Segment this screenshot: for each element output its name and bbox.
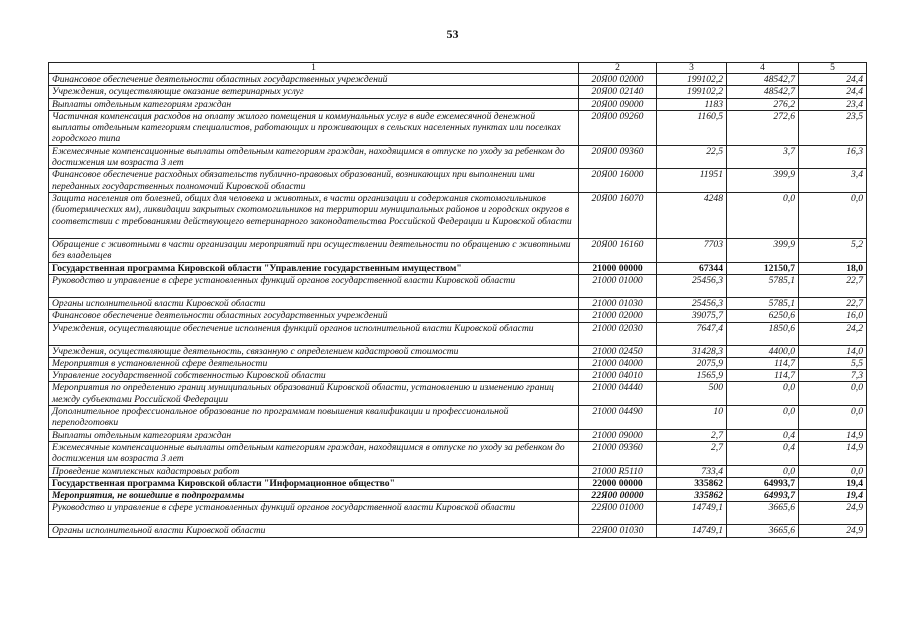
table-row (49, 441, 867, 465)
row-plan-value: 733,4 (657, 465, 727, 477)
row-actual-value: 272,6 (727, 110, 799, 145)
row-actual-value: 399,9 (727, 169, 799, 193)
table-row (49, 477, 867, 489)
row-plan-value: 1183 (657, 98, 727, 110)
row-actual-value: 64993,7 (727, 477, 799, 489)
row-name: Учреждения, осуществляющие оказание ветеринарных услуг (49, 86, 579, 98)
row-percent-value: 23,4 (799, 98, 867, 110)
row-actual-value: 6250,6 (727, 310, 799, 322)
row-actual-value: 0,4 (727, 441, 799, 465)
row-percent-value: 14,0 (799, 345, 867, 357)
table-row (49, 345, 867, 357)
table-row (49, 110, 867, 145)
row-actual-value: 64993,7 (727, 490, 799, 502)
row-percent-value: 24,9 (799, 525, 867, 537)
table-row (49, 490, 867, 502)
table-row (49, 297, 867, 309)
row-plan-value: 10 (657, 406, 727, 430)
row-plan-value: 2075,9 (657, 357, 727, 369)
row-actual-value: 12150,7 (727, 262, 799, 274)
table-row (49, 274, 867, 297)
row-code: 20Я00 02000 (579, 74, 657, 86)
row-percent-value: 18,0 (799, 262, 867, 274)
row-code: 21000 09000 (579, 429, 657, 441)
row-actual-value: 0,0 (727, 382, 799, 406)
row-name: Мероприятия по определению границ муниципальных образований Кировской области, установлению и изменению границ между субъектами Российской Федерации (49, 382, 579, 406)
row-actual-value: 114,7 (727, 370, 799, 382)
row-code: 21000 01000 (579, 274, 657, 297)
row-actual-value: 1850,6 (727, 322, 799, 345)
row-name: Защита населения от болезней, общих для человека и животных, в части организации и содержания скотомогильников (биотермических ям), ликвидации закрытых скотомогильников на территории муниципальных районов и городских округов в соответствии с требованиями действующего ветеринарного законодательства Российской Федерации и Кировской области (49, 193, 579, 239)
table-row (49, 310, 867, 322)
row-plan-value: 199102,2 (657, 86, 727, 98)
row-code: 20Я00 16160 (579, 239, 657, 263)
table-row (49, 98, 867, 110)
table-row (49, 525, 867, 537)
row-plan-value: 7703 (657, 239, 727, 263)
row-plan-value: 2,7 (657, 429, 727, 441)
row-name: Финансовое обеспечение деятельности областных государственных учреждений (49, 74, 579, 86)
row-plan-value: 31428,3 (657, 345, 727, 357)
row-name: Ежемесячные компенсационные выплаты отдельным категориям граждан, находящимся в отпуске по уходу за ребенком до достижения им возраста 3 лет (49, 145, 579, 169)
row-name: Мероприятия, не вошедшие в подпрограммы (49, 490, 579, 502)
row-actual-value: 4400,0 (727, 345, 799, 357)
table-header-row (49, 63, 867, 74)
table-row (49, 145, 867, 169)
row-percent-value: 22,7 (799, 274, 867, 297)
row-plan-value: 335862 (657, 477, 727, 489)
page-number: 53 (446, 27, 459, 41)
row-percent-value: 24,4 (799, 86, 867, 98)
column-header-2: 2 (579, 63, 657, 74)
row-code: 20Я00 09260 (579, 110, 657, 145)
row-code: 20Я00 16000 (579, 169, 657, 193)
row-actual-value: 0,0 (727, 465, 799, 477)
row-percent-value: 0,0 (799, 382, 867, 406)
row-percent-value: 19,4 (799, 477, 867, 489)
row-percent-value: 5,5 (799, 357, 867, 369)
row-actual-value: 0,0 (727, 406, 799, 430)
row-actual-value: 114,7 (727, 357, 799, 369)
row-percent-value: 22,7 (799, 297, 867, 309)
row-actual-value: 48542,7 (727, 74, 799, 86)
row-percent-value: 3,4 (799, 169, 867, 193)
row-code: 22Я00 01000 (579, 502, 657, 525)
row-percent-value: 19,4 (799, 490, 867, 502)
row-percent-value: 0,0 (799, 406, 867, 430)
row-name: Частичная компенсация расходов на оплату жилого помещения и коммунальных услуг в виде ежемесячной денежной выплаты отдельным категориям специалистов, работающих и проживающих в сельских населенных пунктах или поселках городского типа (49, 110, 579, 145)
row-percent-value: 14,9 (799, 441, 867, 465)
row-code: 21000 02450 (579, 345, 657, 357)
row-name: Обращение с животными в части организации мероприятий при осуществлении деятельности по обращению с животными без владельцев (49, 239, 579, 263)
table-row (49, 193, 867, 239)
row-name: Учреждения, осуществляющие деятельность, связанную с определением кадастровой стоимости (49, 345, 579, 357)
row-code: 20Я00 09360 (579, 145, 657, 169)
row-actual-value: 276,2 (727, 98, 799, 110)
row-code: 21000 R5110 (579, 465, 657, 477)
row-plan-value: 1160,5 (657, 110, 727, 145)
row-plan-value: 199102,2 (657, 74, 727, 86)
table-row (49, 322, 867, 345)
column-header-3: 3 (657, 63, 727, 74)
row-name: Государственная программа Кировской области "Управление государственным имуществом" (49, 262, 579, 274)
row-actual-value: 3665,6 (727, 525, 799, 537)
row-code: 21000 09360 (579, 441, 657, 465)
table-row (49, 239, 867, 263)
row-plan-value: 500 (657, 382, 727, 406)
row-code: 22Я00 00000 (579, 490, 657, 502)
row-name: Выплаты отдельным категориям граждан (49, 429, 579, 441)
row-percent-value: 14,9 (799, 429, 867, 441)
row-plan-value: 39075,7 (657, 310, 727, 322)
row-plan-value: 1565,9 (657, 370, 727, 382)
row-code: 20Я00 16070 (579, 193, 657, 239)
row-actual-value: 0,0 (727, 193, 799, 239)
row-code: 21000 04000 (579, 357, 657, 369)
row-code: 20Я00 09000 (579, 98, 657, 110)
row-code: 22000 00000 (579, 477, 657, 489)
column-header-1: 1 (49, 63, 579, 74)
row-plan-value: 67344 (657, 262, 727, 274)
row-name: Финансовое обеспечение расходных обязательств публично-правовых образований, возникающих при выполнении ими переданных государственных полномочий Кировской области (49, 169, 579, 193)
budget-execution-table (48, 62, 867, 538)
row-name: Государственная программа Кировской области "Информационное общество" (49, 477, 579, 489)
row-name: Выплаты отдельным категориям граждан (49, 98, 579, 110)
row-name: Органы исполнительной власти Кировской области (49, 297, 579, 309)
row-actual-value: 5785,1 (727, 274, 799, 297)
row-plan-value: 25456,3 (657, 274, 727, 297)
row-name: Руководство и управление в сфере установленных функций органов государственной власти Кировской области (49, 274, 579, 297)
row-name: Учреждения, осуществляющие обеспечение исполнения функций органов исполнительной власти Кировской области (49, 322, 579, 345)
row-plan-value: 25456,3 (657, 297, 727, 309)
row-percent-value: 24,2 (799, 322, 867, 345)
row-percent-value: 0,0 (799, 465, 867, 477)
row-name: Проведение комплексных кадастровых работ (49, 465, 579, 477)
row-percent-value: 7,3 (799, 370, 867, 382)
row-name: Руководство и управление в сфере установленных функций органов государственной власти Кировской области (49, 502, 579, 525)
row-actual-value: 0,4 (727, 429, 799, 441)
row-name: Ежемесячные компенсационные выплаты отдельным категориям граждан, находящимся в отпуске по уходу за ребенком до достижения им возраста 3 лет (49, 441, 579, 465)
row-percent-value: 16,0 (799, 310, 867, 322)
row-name: Дополнительное профессиональное образование по программам повышения квалификации и профессиональной переподготовки (49, 406, 579, 430)
row-actual-value: 3665,6 (727, 502, 799, 525)
row-plan-value: 14749,1 (657, 502, 727, 525)
row-plan-value: 335862 (657, 490, 727, 502)
row-name: Органы исполнительной власти Кировской области (49, 525, 579, 537)
row-actual-value: 3,7 (727, 145, 799, 169)
column-header-4: 4 (727, 63, 799, 74)
row-name: Мероприятия в установленной сфере деятельности (49, 357, 579, 369)
row-code: 21000 01030 (579, 297, 657, 309)
table-row (49, 169, 867, 193)
table-row (49, 382, 867, 406)
row-code: 20Я00 02140 (579, 86, 657, 98)
table-row (49, 502, 867, 525)
row-percent-value: 24,9 (799, 502, 867, 525)
row-actual-value: 5785,1 (727, 297, 799, 309)
table-row (49, 465, 867, 477)
row-name: Управление государственной собственностью Кировской области (49, 370, 579, 382)
row-code: 21000 02000 (579, 310, 657, 322)
table-row (49, 429, 867, 441)
column-header-5: 5 (799, 63, 867, 74)
table-row (49, 74, 867, 86)
table-row (49, 262, 867, 274)
row-percent-value: 24,4 (799, 74, 867, 86)
table-row (49, 370, 867, 382)
row-plan-value: 7647,4 (657, 322, 727, 345)
row-plan-value: 4248 (657, 193, 727, 239)
row-percent-value: 0,0 (799, 193, 867, 239)
row-code: 22Я00 01030 (579, 525, 657, 537)
row-percent-value: 5,2 (799, 239, 867, 263)
row-plan-value: 11951 (657, 169, 727, 193)
row-actual-value: 48542,7 (727, 86, 799, 98)
row-code: 21000 04010 (579, 370, 657, 382)
row-percent-value: 23,5 (799, 110, 867, 145)
row-name: Финансовое обеспечение деятельности областных государственных учреждений (49, 310, 579, 322)
row-code: 21000 04440 (579, 382, 657, 406)
row-plan-value: 2,7 (657, 441, 727, 465)
row-code: 21000 00000 (579, 262, 657, 274)
table-row (49, 357, 867, 369)
row-plan-value: 14749,1 (657, 525, 727, 537)
row-plan-value: 22,5 (657, 145, 727, 169)
table-row (49, 86, 867, 98)
row-code: 21000 02030 (579, 322, 657, 345)
row-code: 21000 04490 (579, 406, 657, 430)
row-actual-value: 399,9 (727, 239, 799, 263)
row-percent-value: 16,3 (799, 145, 867, 169)
table-row (49, 406, 867, 430)
